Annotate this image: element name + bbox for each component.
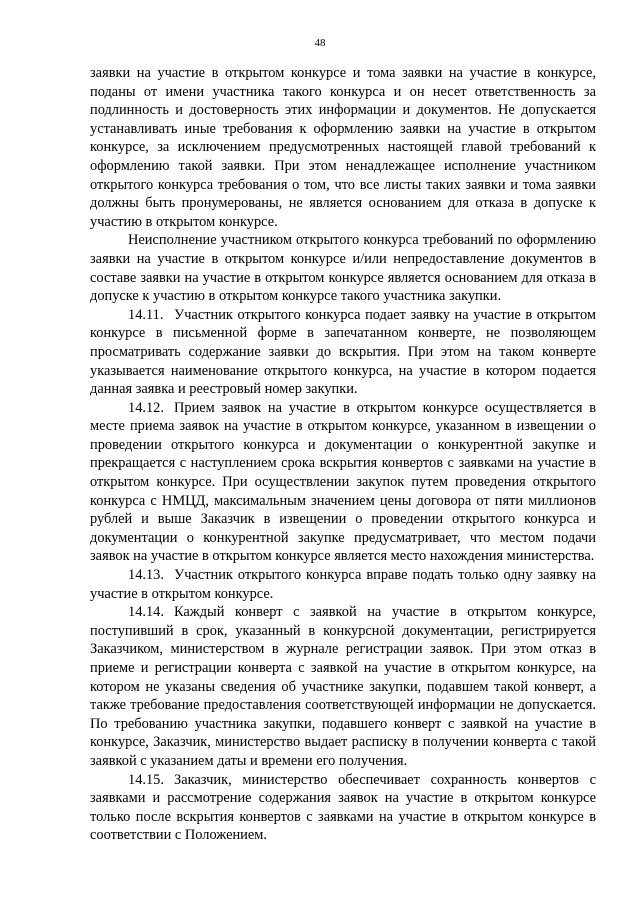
clause-14-11 bbox=[90, 306, 596, 399]
clause-text: Каждый конверт с заявкой на участие в открытом конкурсе, поступивший в срок, указанный в конкурсной документации, регистрируется Заказчиком, министерством в журнале регистрации заявок. При этом отказ в приеме и регистрации конверта с заявкой на участие в открытом конкурсе, на котором не указаны сведения об участнике закупки, подавшем такой конверт, а также требование предоставления соответствующей информации не допускается. По требованию участника закупки, подавшего конверт с заявкой на участие в конкурсе, Заказчик, министерство выдает расписку в получении конверта с такой заявкой с указанием даты и времени его получения. bbox=[90, 604, 596, 769]
clause-text: Заказчик, министерство обеспечивает сохранность конвертов с заявками и рассмотрение содержания заявок на участие в открытом конкурсе только после вскрытия конвертов с заявками на участие в открытом конкурсе в соответствии с Положением. bbox=[90, 771, 596, 844]
clause-text: Прием заявок на участие в открытом конкурсе осуществляется в месте приема заявок на участие в открытом конкурсе, указанном в извещении о проведении открытого конкурса и документации о конкурентной закупке и прекращается с наступлением срока вскрытия конвертов с заявками на участие в открытом конкурсе. При осуществлении закупок путем проведения открытого конкурса с НМЦД, максимальным значением цены договора от пяти миллионов рублей и выше Заказчик в извещении о проведении открытого конкурса и документации о конкурентной закупке предусматривает, что местом подачи заявок на участие в открытом конкурсе является место нахождения министерства. bbox=[90, 399, 596, 565]
clause-14-15 bbox=[90, 771, 596, 845]
clause-number: 14.11. bbox=[128, 306, 164, 323]
document-body bbox=[90, 64, 596, 845]
page-number: 48 bbox=[314, 37, 326, 49]
paragraph-continuation bbox=[90, 64, 596, 231]
clause-text: Участник открытого конкурса подает заявку на участие в открытом конкурсе в письменной форме в запечатанном конверте, не позволяющем просматривать содержание заявки до вскрытия. При этом на таком конверте указывается наименование открытого конкурса, на участие в котором подается данная заявка и реестровый номер закупки. bbox=[90, 306, 596, 398]
clause-number: 14.15. bbox=[128, 771, 164, 788]
paragraph-text: заявки на участие в открытом конкурсе и тома заявки на участие в конкурсе, поданы от имени участника такого конкурса и он несет ответственность за подлинность и достоверность этих информации и документов. Не допускается устанавливать иные требования к оформлению заявки на участие в открытом конкурсе, за исключением предусмотренных настоящей главой требований к оформлению такой заявки. При этом ненадлежащее исполнение участником открытого конкурса требования о том, что все листы таких заявки и тома заявки должны быть пронумерованы, не является основанием для отказа в допуске к участию в открытом конкурсе. bbox=[90, 65, 596, 230]
clause-number: 14.12. bbox=[128, 399, 164, 416]
clause-14-14 bbox=[90, 603, 596, 770]
clause-number: 14.14. bbox=[128, 604, 164, 621]
clause-number: 14.13. bbox=[128, 567, 164, 584]
clause-14-12 bbox=[90, 399, 596, 566]
paragraph-text: Неисполнение участником открытого конкурса требований по оформлению заявки на участие в открытом конкурсе и/или непредоставление документов в составе заявки на участие в открытом конкурсе является основанием для отказа в допуске к участию в открытом конкурсе такого участника закупки. bbox=[90, 232, 596, 305]
paragraph-nonfulfillment bbox=[90, 231, 596, 305]
clause-text: Участник открытого конкурса вправе подать только одну заявку на участие в открытом конкурсе. bbox=[90, 567, 596, 602]
clause-14-13 bbox=[90, 566, 596, 603]
